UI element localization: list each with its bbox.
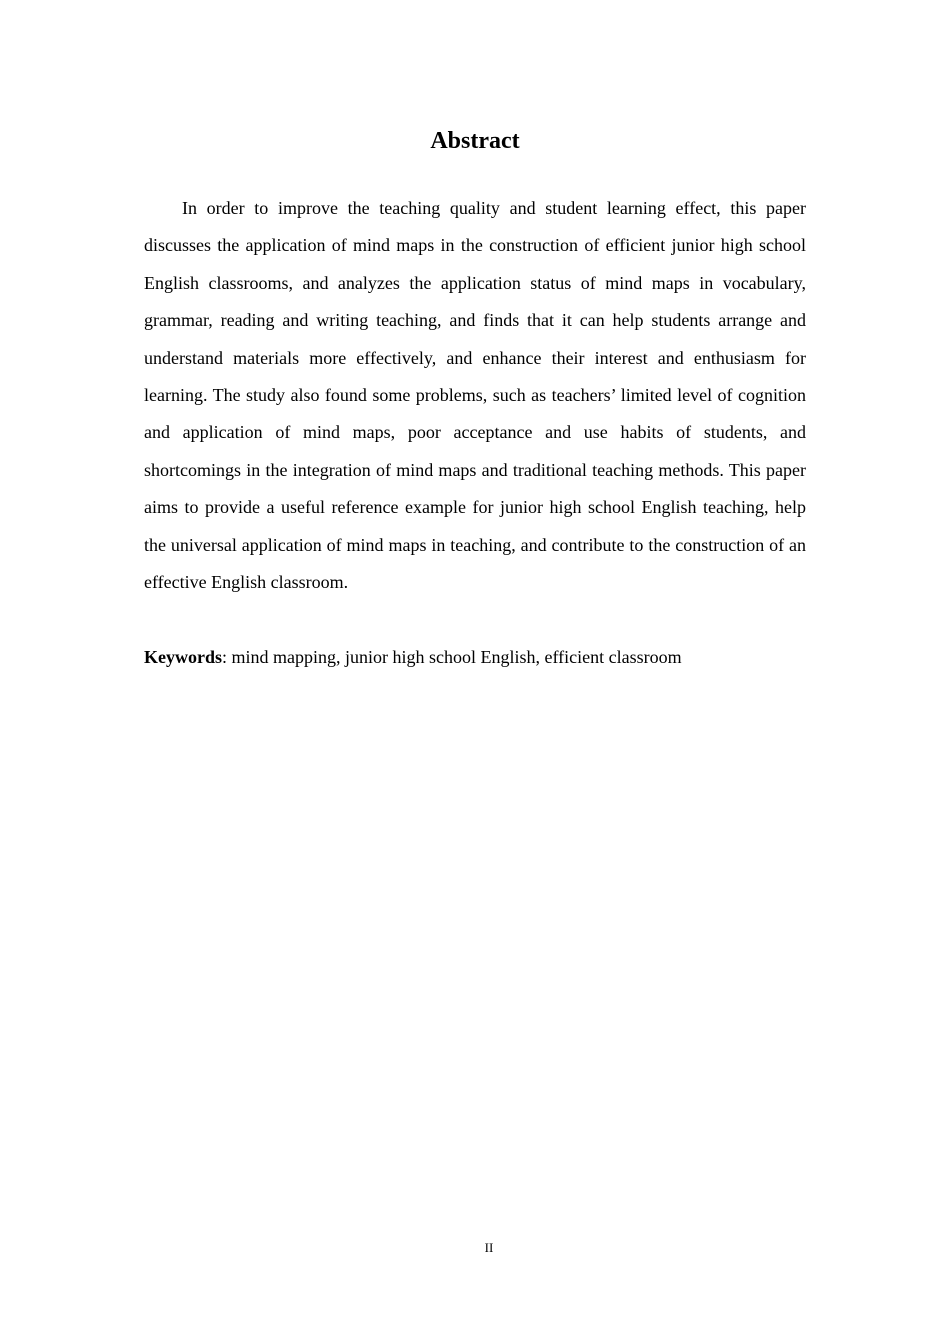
page-title: Abstract [430,128,520,154]
keywords-separator: : [222,647,232,667]
keywords-line [144,640,806,674]
page-number: II [484,1240,494,1255]
keywords-label: Keywords [144,647,222,667]
abstract-paragraph: In order to improve the teaching quality and student learning effect, this paper discusses the application of mind maps in the construction of efficient junior high school English classrooms, and analyzes the application status of mind maps in vocabulary, grammar, reading and writing teaching, and finds that it can help students arrange and understand materials more effectively, and enhance their interest and enthusiasm for learning. The study also found some problems, such as teachers’ limited level of cognition and application of mind maps, poor acceptance and use habits of students, and shortcomings in the integration of mind maps and traditional teaching methods. This paper aims to provide a useful reference example for junior high school English teaching, help the universal application of mind maps in teaching, and contribute to the construction of an effective English classroom. [144,198,806,593]
keywords-text: mind mapping, junior high school English, efficient classroom [231,647,682,667]
